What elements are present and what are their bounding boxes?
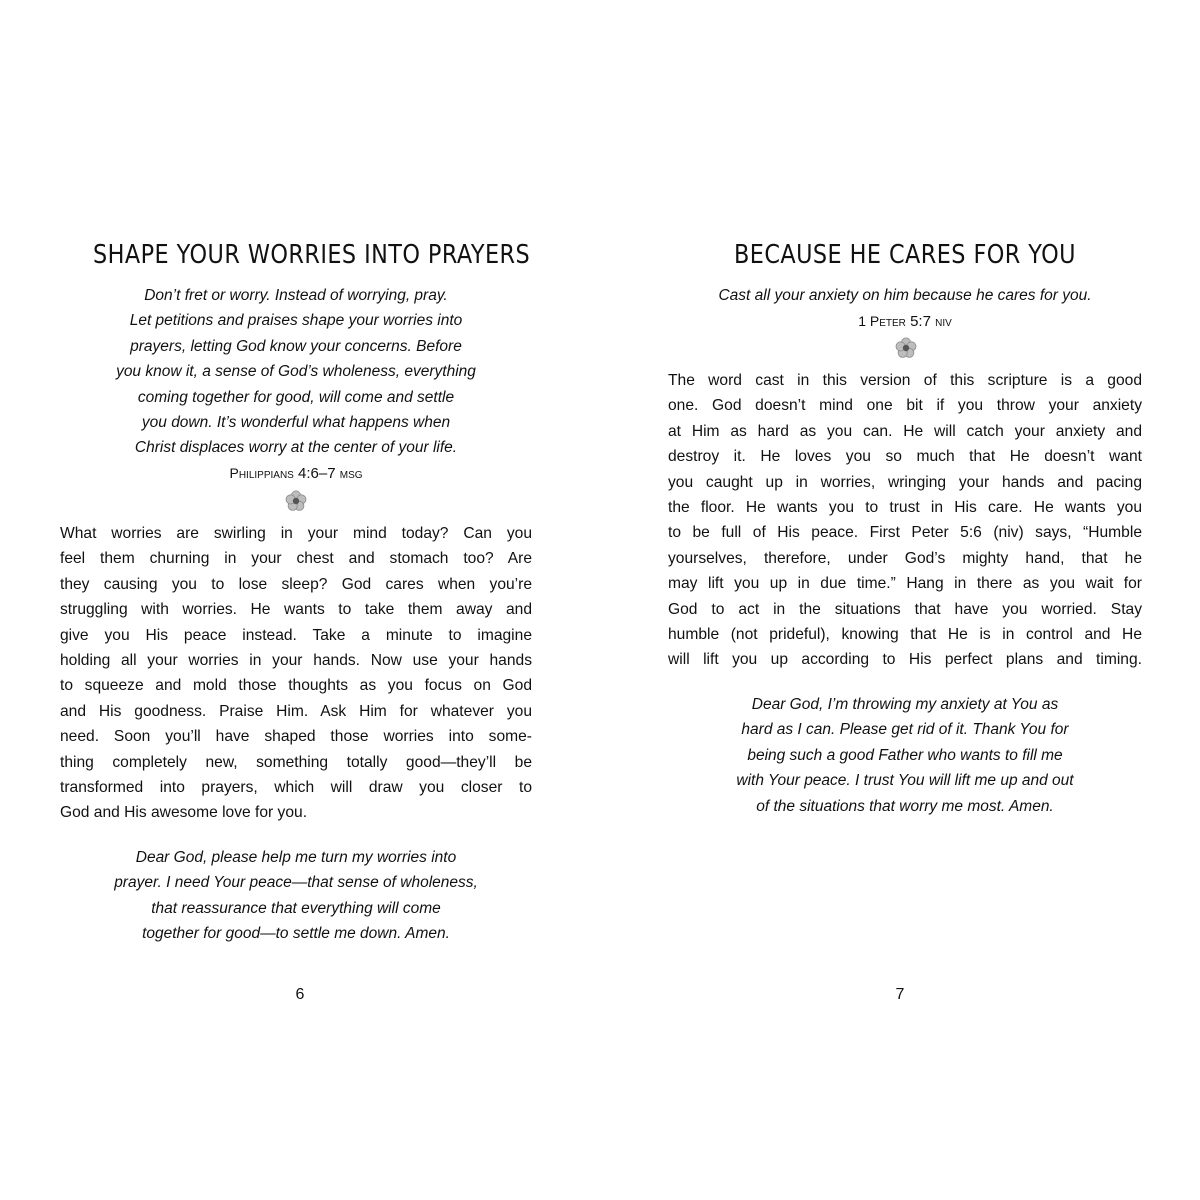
flower-icon	[894, 336, 918, 360]
scripture-quote	[60, 283, 532, 461]
body-line: to be full of His peace. First Peter 5:6 (niv) says, “Humble	[668, 524, 1142, 542]
prayer-line: being such a good Father who wants to fill me	[747, 746, 1063, 764]
body-line: to squeeze and mold those thoughts as you focus on God	[60, 677, 532, 695]
quote-line: Christ displaces worry at the center of your life.	[134, 439, 458, 457]
body-line: yourselves, therefore, under God’s mighty hand, that he	[668, 549, 1142, 567]
closing-prayer	[668, 692, 1142, 819]
page-title: BECAUSE HE CARES FOR YOU	[734, 240, 1076, 270]
body-line: you caught up in worries, wringing your hands and pacing	[668, 473, 1142, 491]
quote-line: Don’t fret or worry. Instead of worrying, pray.	[144, 287, 448, 304]
quote-line: prayers, letting God know your concerns. Before	[130, 337, 462, 355]
prayer-line: of the situations that worry me most. Amen.	[756, 797, 1054, 815]
flower-icon	[284, 489, 308, 513]
quote-line: Cast all your anxiety on him because he cares for you.	[718, 287, 1092, 304]
reference-book: Philippians	[229, 465, 294, 481]
quote-line: you know it, a sense of God’s wholeness, everything	[116, 363, 476, 381]
body-line: thing completely new, something totally good—they’ll be	[60, 753, 532, 771]
scripture-quote	[668, 283, 1142, 308]
body-line: give you His peace instead. Take a minute to imagine	[60, 626, 532, 644]
prayer-line: together for good—to settle me down. Amen.	[142, 925, 450, 943]
body-line: struggling with worries. He wants to take them away and	[60, 601, 532, 619]
body-line: The word cast in this version of this scripture is a good	[668, 372, 1142, 389]
devotional-body	[668, 368, 1142, 673]
prayer-line: Dear God, I’m throwing my anxiety at You as	[751, 696, 1059, 713]
reference-version: niv	[935, 313, 952, 329]
body-line: the floor. He wants you to trust in His care. He wants you	[668, 499, 1142, 517]
prayer-line: prayer. I need Your peace—that sense of wholeness,	[114, 874, 478, 892]
page-title: SHAPE YOUR WORRIES INTO PRAYERS	[93, 240, 531, 270]
body-line: they causing you to lose sleep? God cares when you’re	[60, 575, 532, 593]
prayer-line: that reassurance that everything will come	[151, 899, 441, 917]
body-line: God and His awesome love for you.	[60, 804, 308, 822]
quote-line: Let petitions and praises shape your worries into	[129, 312, 463, 330]
body-line: at Him as hard as you can. He will catch your anxiety and	[668, 422, 1142, 440]
body-line: one. God doesn’t mind one bit if you throw your anxiety	[668, 397, 1142, 415]
body-line: What worries are swirling in your mind today? Can you	[60, 525, 532, 542]
reference-book: 1 Peter	[858, 313, 906, 329]
prayer-line: with Your peace. I trust You will lift me up and out	[736, 772, 1074, 790]
prayer-line: Dear God, please help me turn my worries into	[135, 849, 457, 866]
devotional-body	[60, 521, 532, 826]
body-line: transformed into prayers, which will draw you closer to	[60, 779, 532, 797]
body-line: will lift you up according to His perfect plans and timing.	[668, 651, 1142, 669]
quote-line: coming together for good, will come and settle	[137, 388, 455, 406]
body-line: holding all your worries in your hands. Now use your hands	[60, 652, 532, 670]
body-line: God to act in the situations that have you worried. Stay	[668, 600, 1142, 618]
body-line: need. Soon you’ll have shaped those worries into some-	[60, 728, 532, 746]
body-line: destroy it. He loves you so much that He doesn’t want	[668, 448, 1142, 466]
reference-chapter-verse: 4:6–7	[298, 465, 336, 482]
quote-line: you down. It’s wonderful what happens when	[141, 414, 451, 432]
body-line: humble (not prideful), knowing that He is in control and He	[668, 626, 1142, 644]
body-line: may lift you up in due time.” Hang in there as you wait for	[668, 575, 1142, 593]
page-number: 6	[295, 986, 305, 1003]
body-line: feel them churning in your chest and stomach too? Are	[60, 550, 532, 568]
reference-version: msg	[339, 465, 363, 481]
scripture-reference	[60, 461, 532, 486]
closing-prayer	[60, 845, 532, 947]
prayer-line: hard as I can. Please get rid of it. Thank You for	[741, 721, 1069, 739]
reference-chapter-verse: 5:7	[910, 313, 931, 330]
page-number: 7	[895, 986, 905, 1003]
scripture-reference	[668, 309, 1142, 334]
body-line: and His goodness. Praise Him. Ask Him for whatever you	[60, 702, 532, 720]
